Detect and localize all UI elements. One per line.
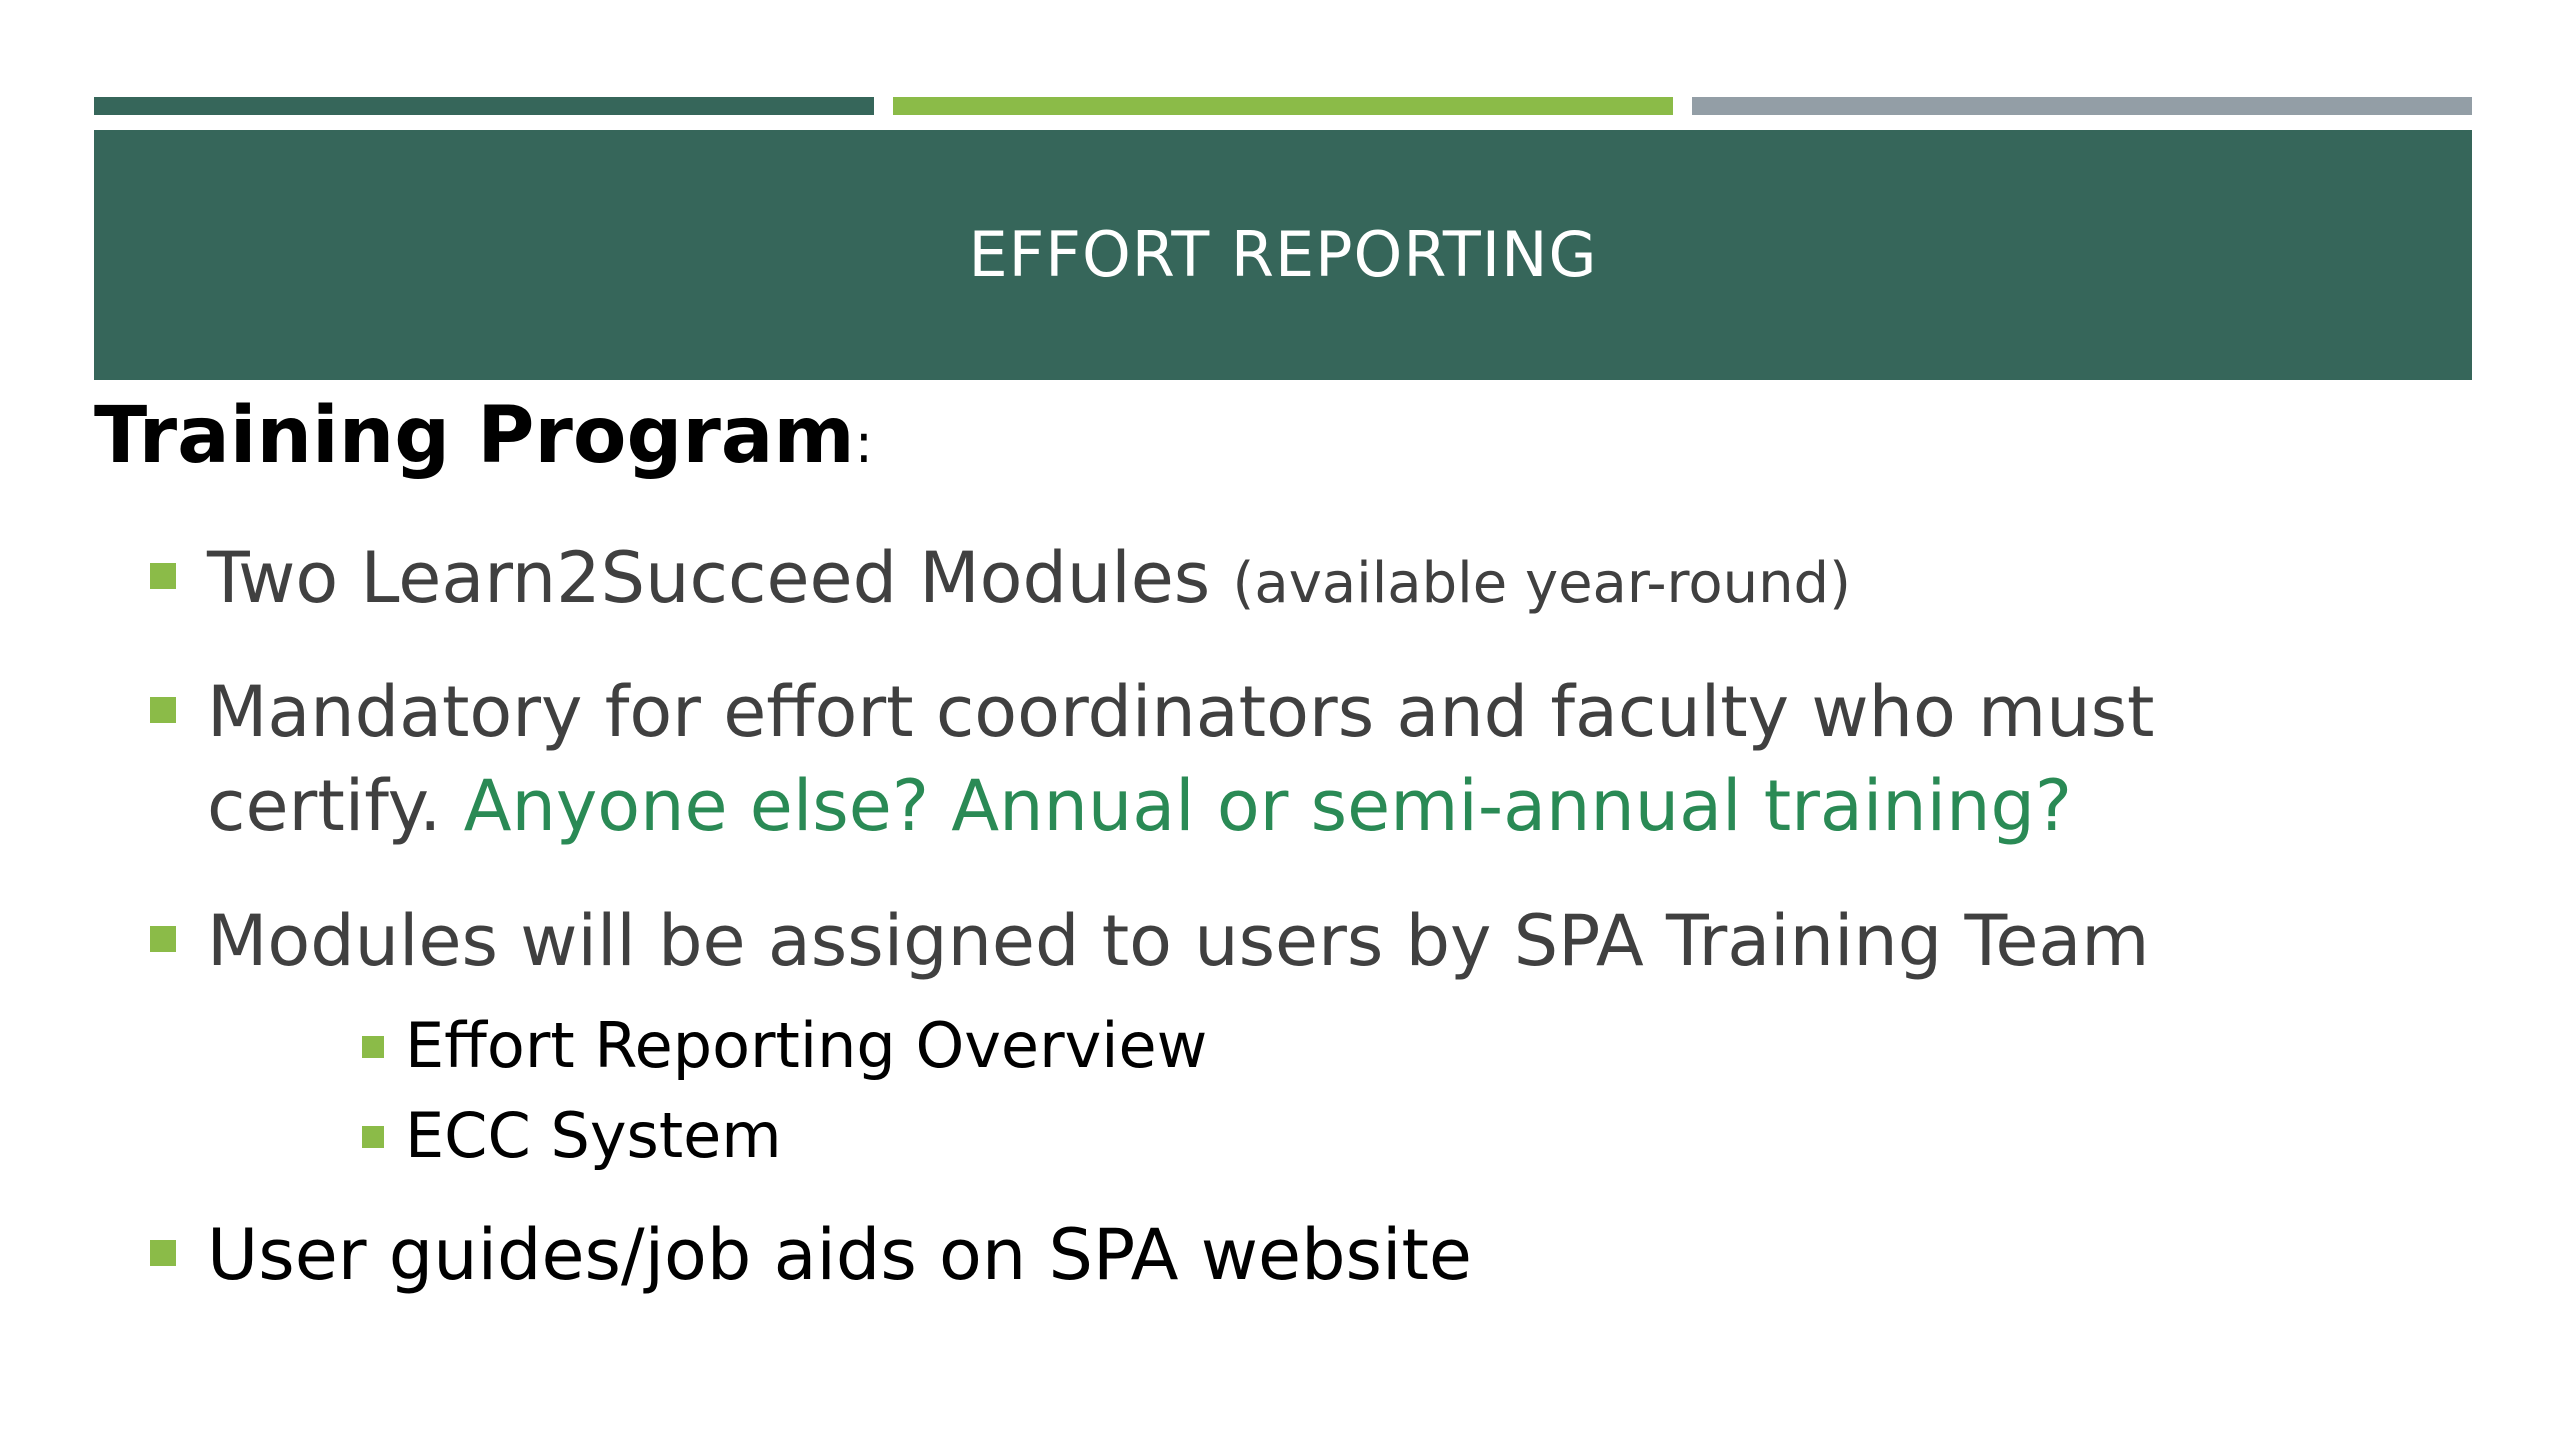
sub-bullet-square-icon	[362, 1126, 384, 1148]
bullet-text: Modules will be assigned to users by SPA Training Team	[207, 900, 2150, 982]
sub-bullet-text: Effort Reporting Overview	[405, 1009, 1208, 1082]
bullet-square-icon	[150, 1240, 176, 1266]
title-band	[94, 130, 2472, 380]
section-heading-colon: :	[854, 412, 873, 475]
bullet-note: (available year-round)	[1232, 551, 1851, 616]
bullet-square-icon	[150, 926, 176, 952]
sub-bullet-square-icon	[362, 1036, 384, 1058]
bullet-text: Two Learn2Succeed Modules	[207, 537, 1211, 619]
slide-title: EFFORT REPORTING	[968, 217, 1598, 291]
sub-bullet-text: ECC System	[405, 1099, 782, 1172]
accent-bar-dark-green	[94, 97, 874, 115]
bullet-text: User guides/job aids on SPA website	[207, 1214, 1472, 1296]
bullet-text-line2: certify.	[207, 765, 442, 847]
accent-bar-light-green	[893, 97, 1673, 115]
section-heading-text: Training Program	[94, 391, 855, 481]
bullet-highlight-text: Anyone else? Annual or semi-annual training?	[463, 765, 2073, 847]
bullet-text-line1: Mandatory for effort coordinators and faculty who must	[207, 671, 2155, 753]
bullet-square-icon	[150, 697, 176, 723]
section-heading	[94, 392, 873, 482]
accent-bar-gray	[1692, 97, 2472, 115]
bullet-square-icon	[150, 563, 176, 589]
